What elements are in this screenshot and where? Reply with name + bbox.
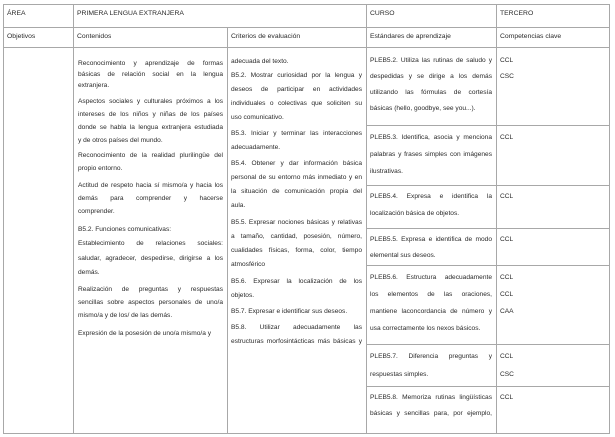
contenidos-line: Establecimiento de relaciones sociales: xyxy=(78,240,223,247)
row-divider-6 xyxy=(366,386,610,387)
estandares-line: PLEB5.3. Identifica, asocia y menciona xyxy=(370,134,492,141)
estandares-line: despedidas y se dirige a los demás xyxy=(370,73,492,80)
estandares-line: PLEB5.5. Expresa e identifica de modo xyxy=(370,236,492,243)
criterios-line: atmosférico xyxy=(231,261,266,268)
col-divider-2 xyxy=(227,28,228,434)
row-divider-1 xyxy=(366,125,610,126)
competencia-code: CCL xyxy=(500,193,514,200)
criterios-line: aula. xyxy=(231,202,246,209)
criterios-line: individuales o colectivas que soliciten su xyxy=(231,100,362,107)
competencia-code: CCL xyxy=(500,291,514,298)
estandares-line: respuestas simples. xyxy=(370,371,429,378)
criterios-line: B5.7. Expresar e identificar sus deseos. xyxy=(231,308,348,315)
row-divider-3 xyxy=(366,228,610,229)
table-divider-header xyxy=(3,27,610,28)
contenidos-line: Expresión de la posesión de uno/a mismo/a y xyxy=(78,330,212,337)
criterios-line: cualidades físicas, forma, color, tiempo xyxy=(231,247,362,254)
row-divider-4 xyxy=(366,265,610,266)
area-value: PRIMERA LENGUA EXTRANJERA xyxy=(77,10,184,17)
criterios-line: B5.6. Expresar la localización de los xyxy=(231,278,362,285)
col-header-criterios: Criterios de evaluación xyxy=(231,33,301,40)
competencia-code: CSC xyxy=(500,371,514,378)
contenidos-line: Reconocimiento de la realidad plurilingüe del xyxy=(78,152,223,159)
estandares-line: básicas y sencillas para, por ejemplo, xyxy=(370,410,492,417)
estandares-line: localización básica de objetos. xyxy=(370,210,460,217)
contenidos-line: demás. xyxy=(78,269,100,276)
estandares-line: los elementos de las oraciones, xyxy=(370,291,492,298)
contenidos-line: y de otros países del mundo. xyxy=(78,137,163,144)
col-header-competencias: Competencias clave xyxy=(500,33,562,40)
criterios-line: estructuras morfosintácticas más básicas y xyxy=(231,338,362,345)
contenidos-line: básicas de relación social en la lengua xyxy=(78,71,223,78)
contenidos-line: Reconocimiento y aprendizaje de formas xyxy=(78,60,223,67)
contenidos-line: B5.2. Funciones comunicativas: xyxy=(78,226,172,233)
curso-value: TERCERO xyxy=(500,10,534,17)
contenidos-line: donde se habla la lengua extranjera estudiada xyxy=(78,124,223,131)
estandares-line: ilustrativas. xyxy=(370,168,403,175)
criterios-line: B5.5. Expresar nociones básicas y relativas xyxy=(231,219,362,226)
col-divider-1 xyxy=(73,4,74,434)
estandares-line: PLEB5.8. Memoriza rutinas lingüísticas xyxy=(370,394,492,401)
competencia-code: CCL xyxy=(500,57,514,64)
table-border-left xyxy=(3,4,4,434)
criterios-line: deseos de participar en actividades xyxy=(231,86,362,93)
criterios-line: personal de su entorno más inmediato y en xyxy=(231,174,362,181)
competencia-code: CSC xyxy=(500,73,514,80)
criterios-line: B5.8. Utilizar adecuadamente las xyxy=(231,324,362,331)
estandares-line: mantiene laconcordancia de número y xyxy=(370,308,492,315)
competencia-code: CCL xyxy=(500,353,514,360)
col-header-estandares: Estándares de aprendizaje xyxy=(370,33,451,40)
contenidos-line: mismo/a y de los/ de las demás. xyxy=(78,312,173,319)
table-border-top xyxy=(3,4,610,5)
criterios-line: a tamaño, cantidad, posesión, número, xyxy=(231,233,362,240)
area-label: ÁREA xyxy=(7,10,26,17)
estandares-line: PLEB5.7. Diferencia preguntas y xyxy=(370,353,492,360)
criterios-line: adecuadamente. xyxy=(231,144,281,151)
estandares-line: palabras y frases simples con imágenes xyxy=(370,151,492,158)
criterios-line: la situación de comunicación propia del xyxy=(231,188,362,195)
table-border-bottom xyxy=(3,433,610,434)
criterios-line: B5.3. Iniciar y terminar las interacciones xyxy=(231,130,362,137)
table-border-right xyxy=(609,4,610,434)
col-divider-3 xyxy=(366,4,367,434)
competencia-code: CCL xyxy=(500,134,514,141)
curso-label: CURSO xyxy=(370,10,395,17)
contenidos-line: sencillas sobre aspectos personales de uno/a xyxy=(78,299,223,306)
contenidos-line: propio entorno. xyxy=(78,165,123,172)
contenidos-line: Realización de preguntas y respuestas xyxy=(78,286,223,293)
contenidos-line: Actitud de respeto hacia sí mismo/a y hacia los xyxy=(78,182,223,189)
estandares-line: PLEB5.2. Utiliza las rutinas de saludo y xyxy=(370,57,492,64)
contenidos-line: comprender. xyxy=(78,208,115,215)
criterios-line: uso comunicativo. xyxy=(231,114,284,121)
competencia-code: CCL xyxy=(500,236,514,243)
contenidos-line: extranjera. xyxy=(78,82,110,89)
criterios-line: objetos. xyxy=(231,292,255,299)
table-divider-columns xyxy=(3,47,610,48)
competencia-code: CCL xyxy=(500,394,514,401)
estandares-line: PLEB5.4. Expresa e identifica la xyxy=(370,193,492,200)
estandares-line: básicas (hello, goodbye, see you...). xyxy=(370,105,476,112)
criterios-line: B5.4. Obtener y dar información básica xyxy=(231,160,362,167)
criterios-line: B5.2. Mostrar curiosidad por la lengua y xyxy=(231,72,362,79)
row-divider-2 xyxy=(366,185,610,186)
col-header-objetivos: Objetivos xyxy=(7,33,36,40)
col-divider-4 xyxy=(496,4,497,434)
row-divider-5 xyxy=(366,344,610,345)
estandares-line: utilizando las fórmulas de cortesía xyxy=(370,89,492,96)
contenidos-line: saludar, agradecer, despedirse, dirigirse a los xyxy=(78,255,223,262)
contenidos-line: demás para comprender y hacerse xyxy=(78,195,223,202)
col-header-contenidos: Contenidos xyxy=(77,33,112,40)
contenidos-line: intereses de los niños y niñas de los países xyxy=(78,111,223,118)
contenidos-line: Aspectos sociales y culturales próximos a los xyxy=(78,98,223,105)
criterios-line: adecuada del texto. xyxy=(231,58,289,65)
competencia-code: CCL xyxy=(500,274,514,281)
competencia-code: CAA xyxy=(500,308,514,315)
estandares-line: PLEB5.6. Estructura adecuadamente xyxy=(370,274,492,281)
estandares-line: elemental sus deseos. xyxy=(370,252,436,259)
estandares-line: usa correctamente los nexos básicos. xyxy=(370,325,481,332)
